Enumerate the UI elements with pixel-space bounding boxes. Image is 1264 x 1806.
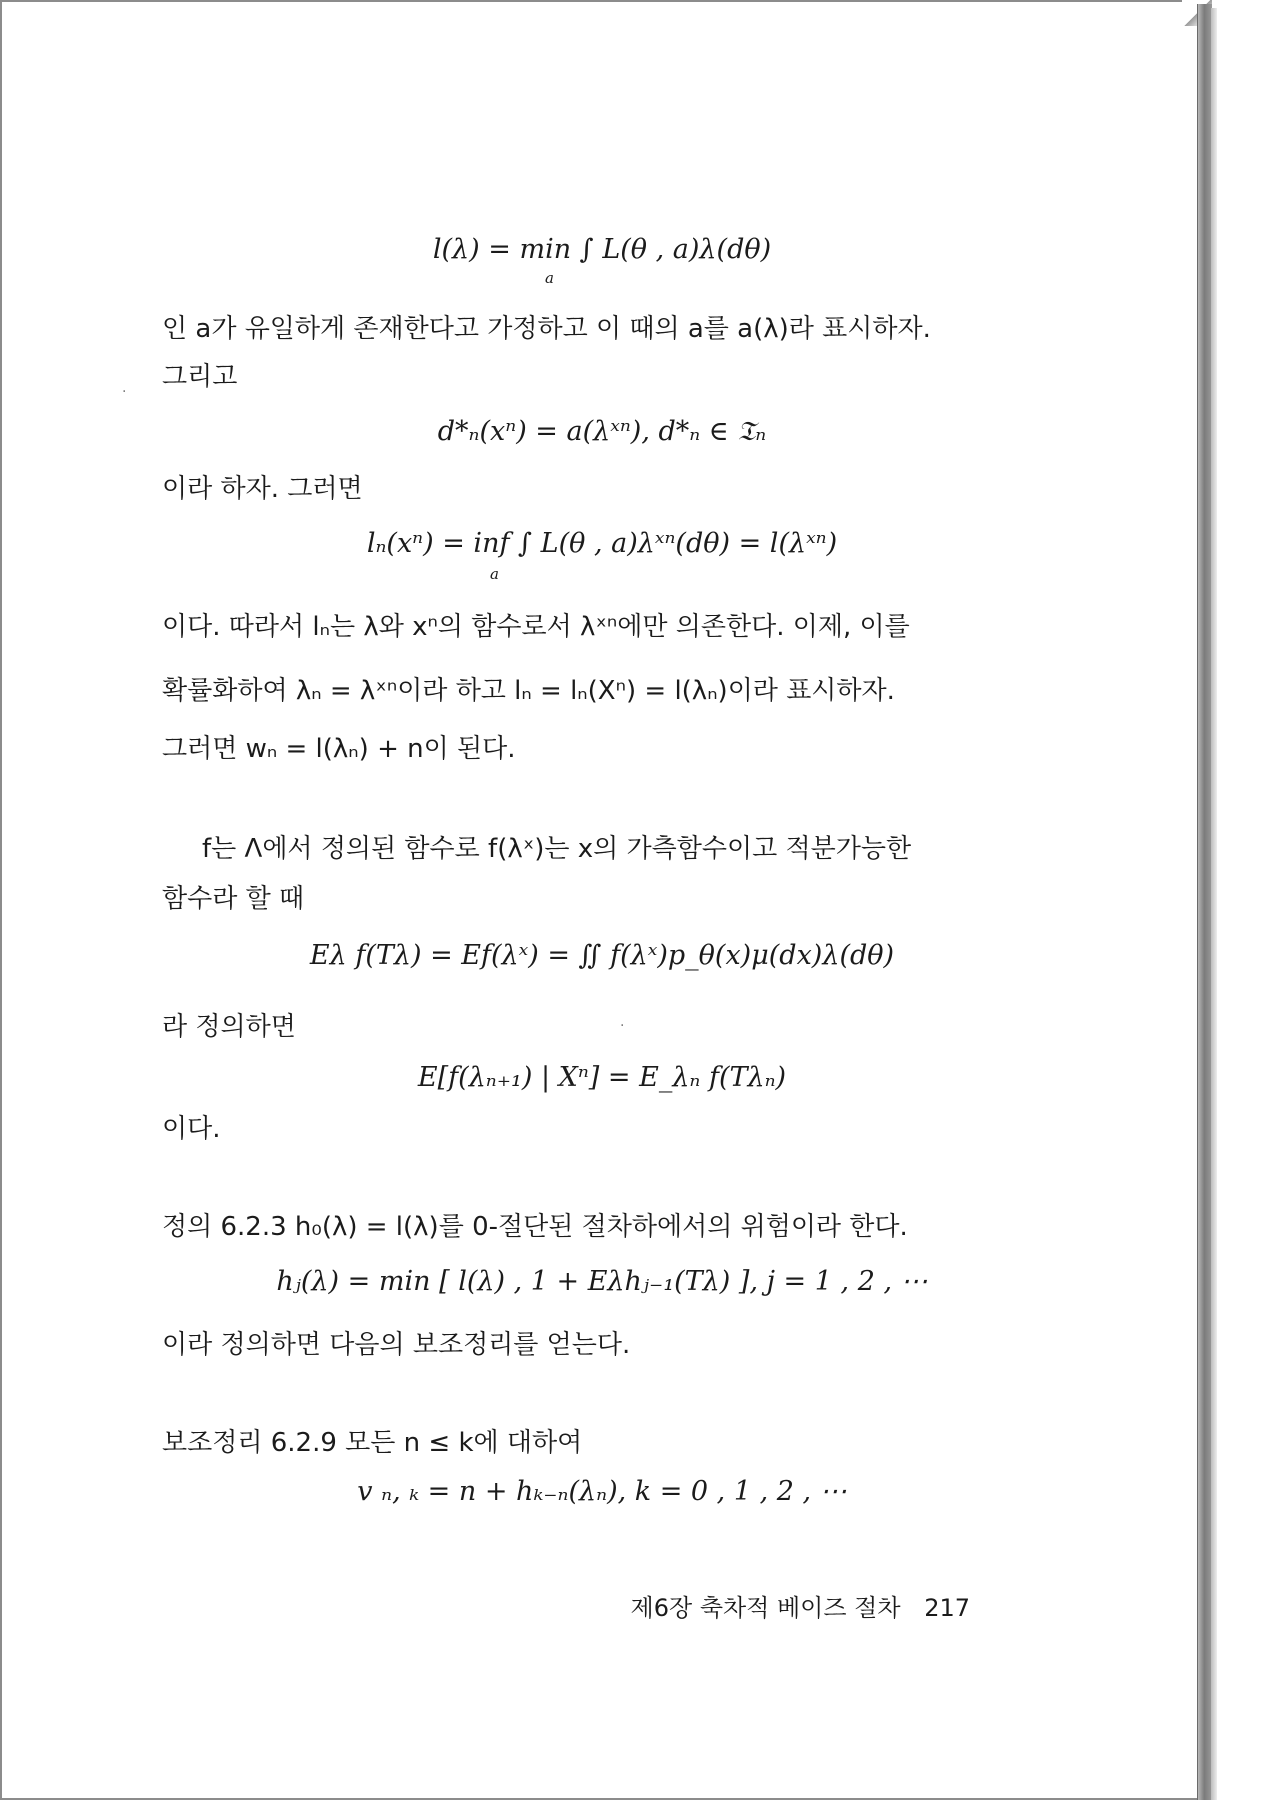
- equation-2: d*ₙ(xⁿ) = a(λˣⁿ), d*ₙ ∈ 𝔗ₙ: [437, 416, 767, 447]
- equation-3: lₙ(xⁿ) = inf ∫ L(θ , a)λˣⁿ(dθ) = l(λˣⁿ): [366, 528, 838, 559]
- equation-4: Eλ f(Tλ) = Ef(λˣ) = ∬ f(λˣ)p_θ(x)μ(dx)λ(dθ): [309, 940, 895, 971]
- equation-5: E[f(λₙ₊₁) | Xⁿ] = E_λₙ f(Tλₙ): [417, 1062, 787, 1093]
- book-spine: [1197, 4, 1212, 1800]
- equation-1: l(λ) = min ∫ L(θ , a)λ(dθ): [432, 234, 772, 265]
- chapter-title: 제6장 축차적 베이즈 절차: [630, 1594, 901, 1622]
- page-number: 217: [924, 1594, 970, 1622]
- book-page: l(λ) = min ∫ L(θ , a)λ(dθ) a 인 a가 유일하게 존재한다고 가정하고 이 때의 a를 a(λ)라 표시하자. 그리고 d*ₙ(xⁿ) = a(λˣⁿ), d*ₙ ∈ 𝔗ₙ 이라 하자. 그러면 lₙ(xⁿ) = inf ∫ L(θ , a)λˣⁿ(dθ) = l(λˣⁿ) a 이다. 따라서 lₙ는 λ와 xⁿ의 함수로서 λˣⁿ에만 의존한다. 이제, 이를 확률화하여 λₙ = λˣⁿ이라 하고 lₙ = lₙ(Xⁿ) = l(λₙ)이라 표시하자. 그러면 wₙ = l(λₙ) + n이 된다. f는 Λ에서 정의된 함수로 f(λˣ)는 x의 가측함수이고 적분가능한 함수라 할 때 Eλ f(Tλ) = Ef(λˣ) = ∬ f(λˣ)p_θ(x)μ(dx)λ(dθ) 라 정의하면 E[f(λₙ₊₁) | Xⁿ] = E_λₙ f(Tλₙ) 이다. 정의 6.2.3 h₀(λ) = l(λ)를 0-절단된 절차하에서의 위험이라 한다. hⱼ(λ) = min [ l(λ) , 1 + Eλhⱼ₋₁(Tλ) ], j = 1 , 2 , ⋯ 이라 정의하면 다음의 보조정리를 얻는다. 보조정리 6.2.9 모든 n ≤ k에 대하여 v ₙ, ₖ = n + hₖ₋ₙ(λₙ), k = 0 , 1 , 2 , ⋯ 제6장 축차적 베이즈 절차 217 · ·: [0, 0, 1204, 1800]
- equation-7: v ₙ, ₖ = n + hₖ₋ₙ(λₙ), k = 0 , 1 , 2 , ⋯: [357, 1476, 847, 1507]
- scan-speck: ·: [122, 384, 127, 400]
- page-footer: [631, 1588, 970, 1623]
- equation-3-subscript: a: [490, 565, 499, 583]
- equation-6: hⱼ(λ) = min [ l(λ) , 1 + Eλhⱼ₋₁(Tλ) ], j = 1 , 2 , ⋯: [276, 1266, 928, 1297]
- scan-speck: ·: [620, 1018, 625, 1034]
- spine-shadow: [1211, 8, 1217, 1800]
- equation-1-subscript: a: [545, 269, 554, 287]
